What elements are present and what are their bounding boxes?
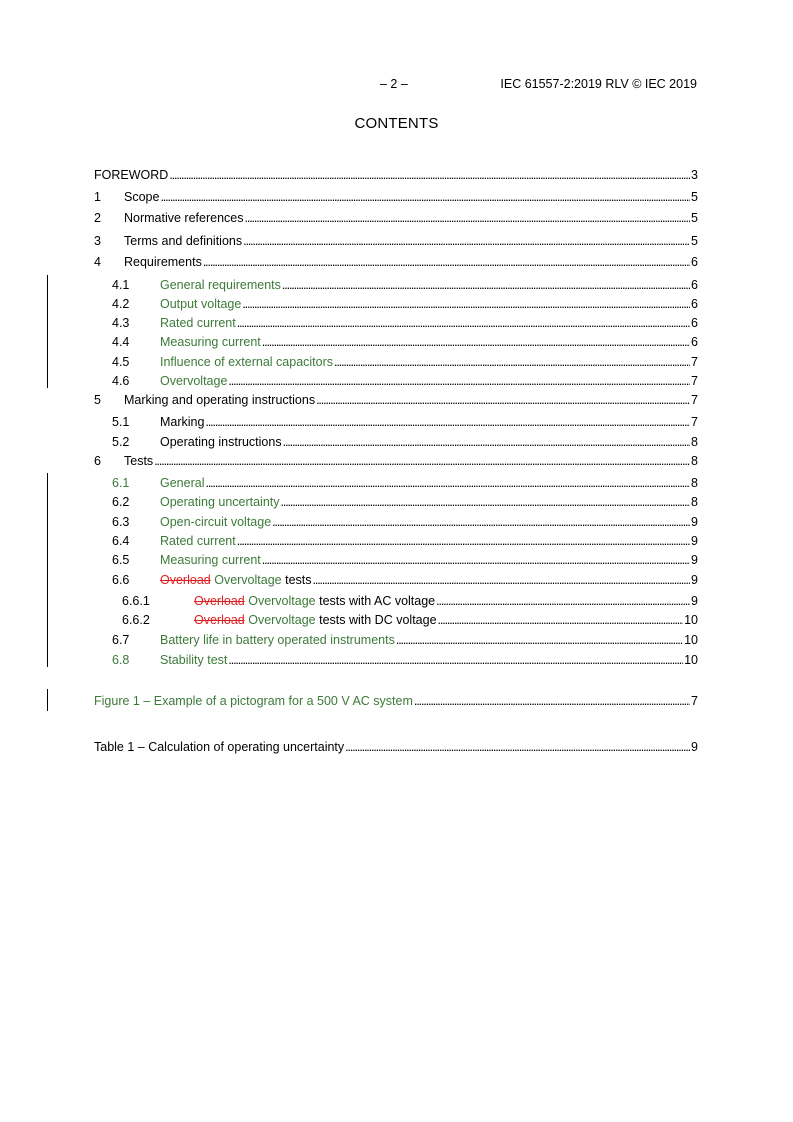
table-title: Table 1 – Calculation of operating uncertainty bbox=[94, 740, 345, 754]
leader-dots bbox=[245, 210, 691, 226]
toc-entry-page: 10 bbox=[684, 633, 698, 647]
leader-dots bbox=[281, 494, 691, 510]
toc-entry-title: General requirements bbox=[160, 278, 281, 292]
toc-entry-title: Terms and definitions bbox=[124, 234, 243, 248]
toc-entry-6-8[interactable] bbox=[112, 652, 698, 668]
toc-entry-6-7[interactable] bbox=[112, 632, 698, 648]
toc-entry-5-1[interactable] bbox=[112, 414, 698, 430]
toc-entry-6-2[interactable] bbox=[112, 494, 698, 510]
table-page: 9 bbox=[691, 740, 698, 754]
leader-dots bbox=[242, 296, 690, 312]
page-number: – 2 – bbox=[380, 77, 408, 91]
toc-entry-number: 6.6 bbox=[112, 573, 130, 587]
toc-entry-6-6-2[interactable] bbox=[122, 612, 698, 628]
leader-dots bbox=[203, 254, 690, 270]
toc-entry-number: 6.6.2 bbox=[122, 613, 150, 627]
toc-entry-title: Scope bbox=[124, 190, 160, 204]
leader-dots bbox=[237, 533, 690, 549]
leader-dots bbox=[262, 334, 690, 350]
toc-entry-page: 9 bbox=[691, 573, 698, 587]
leader-dots bbox=[334, 354, 690, 370]
toc-entry-title bbox=[194, 612, 437, 628]
toc-entry-number: 4.1 bbox=[112, 278, 130, 292]
leader-dots bbox=[237, 315, 690, 331]
toc-entry-number: 6.3 bbox=[112, 515, 130, 529]
toc-entry-title: Measuring current bbox=[160, 553, 261, 567]
toc-entry-page: 5 bbox=[691, 234, 698, 248]
change-bar bbox=[47, 689, 48, 711]
toc-entry-number: 6.8 bbox=[112, 653, 130, 667]
inserted-text: Overvoltage bbox=[214, 573, 282, 587]
deleted-text: Overload bbox=[194, 613, 245, 627]
leader-dots bbox=[262, 552, 690, 568]
toc-entry-4-5[interactable] bbox=[112, 354, 698, 370]
leader-dots bbox=[414, 693, 690, 709]
toc-entry-number: 6.2 bbox=[112, 495, 130, 509]
toc-entry-number: 6.5 bbox=[112, 553, 130, 567]
toc-entry-number: 6.6.1 bbox=[122, 594, 150, 608]
toc-entry-4-3[interactable] bbox=[112, 315, 698, 331]
toc-entry-title: Operating uncertainty bbox=[160, 495, 280, 509]
toc-entry-title: FOREWORD bbox=[94, 168, 169, 182]
toc-entry-4-2[interactable] bbox=[112, 296, 698, 312]
toc-entry-6-3[interactable] bbox=[112, 514, 698, 530]
leader-dots bbox=[313, 572, 691, 588]
toc-table-1[interactable] bbox=[94, 739, 698, 755]
toc-entry-title: Battery life in battery operated instruments bbox=[160, 633, 395, 647]
leader-dots bbox=[316, 392, 690, 408]
toc-entry-number: 6.4 bbox=[112, 534, 130, 548]
toc-entry-number: 5.1 bbox=[112, 415, 130, 429]
toc-entry-page: 8 bbox=[691, 495, 698, 509]
toc-entry-title: Tests bbox=[124, 454, 154, 468]
leader-dots bbox=[228, 373, 690, 389]
inserted-text: Overvoltage bbox=[248, 613, 316, 627]
leader-dots bbox=[160, 189, 690, 205]
toc-entry-title: Requirements bbox=[124, 255, 202, 269]
toc-entry-6-6[interactable] bbox=[112, 572, 698, 588]
toc-entry-page: 6 bbox=[691, 335, 698, 349]
inserted-text: Overvoltage bbox=[248, 594, 316, 608]
leader-dots bbox=[345, 739, 690, 755]
toc-entry-number: 6.7 bbox=[112, 633, 130, 647]
leader-dots bbox=[169, 167, 690, 183]
leader-dots bbox=[436, 593, 690, 609]
toc-entry-page: 6 bbox=[691, 316, 698, 330]
toc-entry-page: 9 bbox=[691, 594, 698, 608]
leader-dots bbox=[205, 475, 690, 491]
toc-entry-number: 4.4 bbox=[112, 335, 130, 349]
toc-entry-title: Operating instructions bbox=[160, 435, 282, 449]
toc-entry-number: 4.6 bbox=[112, 374, 130, 388]
toc-entry-title: Open-circuit voltage bbox=[160, 515, 272, 529]
toc-entry-6-6-1[interactable] bbox=[122, 593, 698, 609]
toc-title: CONTENTS bbox=[354, 115, 439, 132]
title-rest: tests with DC voltage bbox=[319, 613, 437, 627]
title-rest: tests bbox=[285, 573, 312, 587]
toc-entry-number: 1 bbox=[94, 190, 101, 204]
leader-dots bbox=[154, 453, 690, 469]
title-rest: tests with AC voltage bbox=[319, 594, 436, 608]
toc-entry-title: Influence of external capacitors bbox=[160, 355, 334, 369]
toc-entry-number: 4.5 bbox=[112, 355, 130, 369]
change-bar bbox=[47, 275, 48, 388]
leader-dots bbox=[282, 277, 690, 293]
toc-entry-4-1[interactable] bbox=[112, 277, 698, 293]
toc-entry-foreword[interactable] bbox=[94, 167, 698, 183]
toc-entry-page: 9 bbox=[691, 553, 698, 567]
toc-entry-page: 3 bbox=[691, 168, 698, 182]
leader-dots bbox=[205, 414, 690, 430]
toc-entry-title bbox=[160, 572, 312, 588]
toc-entry-terms-definitions[interactable] bbox=[94, 233, 698, 249]
toc-entry-title: Measuring current bbox=[160, 335, 261, 349]
deleted-text: Overload bbox=[160, 573, 211, 587]
leader-dots bbox=[228, 652, 683, 668]
leader-dots bbox=[272, 514, 690, 530]
toc-entry-page: 7 bbox=[691, 355, 698, 369]
toc-entry-number: 5 bbox=[94, 393, 101, 407]
toc-entry-page: 6 bbox=[691, 255, 698, 269]
figure-title: Figure 1 – Example of a pictogram for a 500 V AC system bbox=[94, 694, 413, 708]
toc-entry-title: Overvoltage bbox=[160, 374, 228, 388]
toc-entry-number: 2 bbox=[94, 211, 101, 225]
toc-entry-page: 6 bbox=[691, 278, 698, 292]
toc-entry-page: 9 bbox=[691, 515, 698, 529]
leader-dots bbox=[396, 632, 683, 648]
toc-entry-number: 4.3 bbox=[112, 316, 130, 330]
toc-entry-requirements[interactable] bbox=[94, 254, 698, 270]
toc-entry-page: 5 bbox=[691, 190, 698, 204]
change-bar bbox=[47, 473, 48, 667]
toc-entry-title: General bbox=[160, 476, 205, 490]
leader-dots bbox=[243, 233, 690, 249]
toc-entry-page: 8 bbox=[691, 454, 698, 468]
toc-entry-number: 6.1 bbox=[112, 476, 130, 490]
leader-dots bbox=[438, 612, 684, 628]
toc-entry-title: Normative references bbox=[124, 211, 244, 225]
toc-entry-6-5[interactable] bbox=[112, 552, 698, 568]
toc-entry-title: Stability test bbox=[160, 653, 228, 667]
toc-entry-4-4[interactable] bbox=[112, 334, 698, 350]
toc-entry-title: Rated current bbox=[160, 534, 236, 548]
figure-page: 7 bbox=[691, 694, 698, 708]
deleted-text: Overload bbox=[194, 594, 245, 608]
toc-entry-number: 3 bbox=[94, 234, 101, 248]
toc-entry-number: 4.2 bbox=[112, 297, 130, 311]
toc-entry-page: 5 bbox=[691, 211, 698, 225]
toc-entry-number: 6 bbox=[94, 454, 101, 468]
toc-entry-page: 7 bbox=[691, 374, 698, 388]
toc-entry-page: 9 bbox=[691, 534, 698, 548]
leader-dots bbox=[283, 434, 690, 450]
toc-entry-number: 5.2 bbox=[112, 435, 130, 449]
toc-entry-page: 7 bbox=[691, 393, 698, 407]
toc-entry-page: 8 bbox=[691, 435, 698, 449]
toc-entry-page: 7 bbox=[691, 415, 698, 429]
toc-entry-marking-instructions[interactable] bbox=[94, 392, 698, 408]
toc-entry-page: 10 bbox=[684, 613, 698, 627]
toc-entry-scope[interactable] bbox=[94, 189, 698, 205]
toc-entry-title: Marking and operating instructions bbox=[124, 393, 316, 407]
toc-entry-page: 8 bbox=[691, 476, 698, 490]
toc-entry-title: Marking bbox=[160, 415, 205, 429]
toc-entry-title bbox=[194, 593, 435, 609]
toc-entry-tests[interactable] bbox=[94, 453, 698, 469]
toc-entry-normative-references[interactable] bbox=[94, 210, 698, 226]
toc-entry-page: 10 bbox=[684, 653, 698, 667]
toc-entry-page: 6 bbox=[691, 297, 698, 311]
toc-entry-6-1[interactable] bbox=[112, 475, 698, 491]
toc-entry-5-2[interactable] bbox=[112, 434, 698, 450]
toc-figure-1[interactable] bbox=[94, 693, 698, 709]
document-reference: IEC 61557-2:2019 RLV © IEC 2019 bbox=[500, 77, 697, 91]
toc-entry-4-6[interactable] bbox=[112, 373, 698, 389]
toc-entry-6-4[interactable] bbox=[112, 533, 698, 549]
toc-entry-title: Output voltage bbox=[160, 297, 242, 311]
toc-entry-title: Rated current bbox=[160, 316, 236, 330]
toc-entry-number: 4 bbox=[94, 255, 101, 269]
